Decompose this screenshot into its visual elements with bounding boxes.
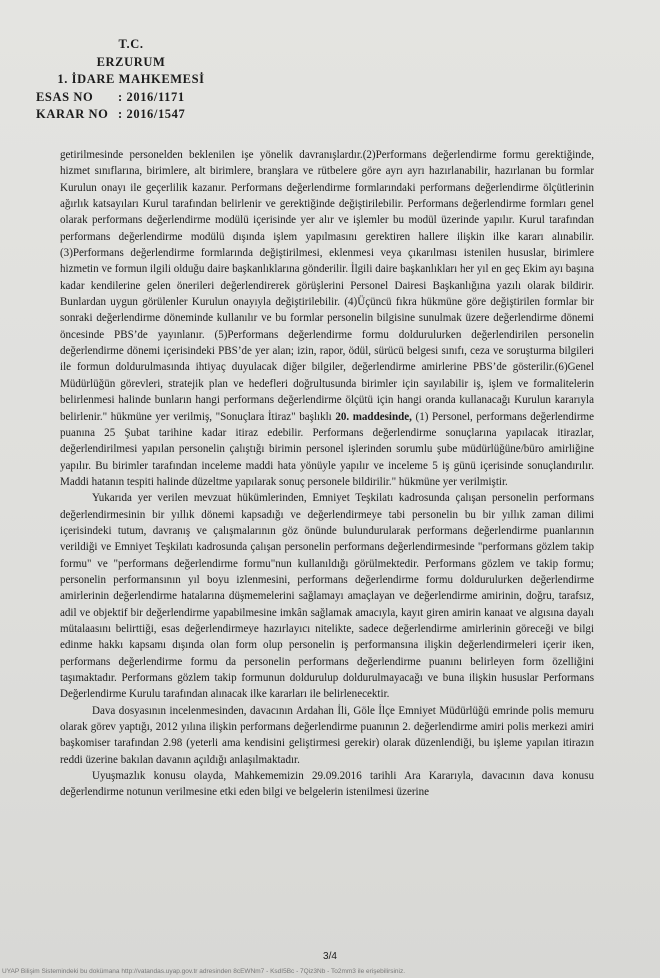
karar-value: : 2016/1547	[118, 107, 186, 121]
esas-value: : 2016/1171	[118, 89, 185, 104]
karar-row	[36, 106, 226, 124]
paragraph-regulation-part1: getirilmesinde personelden beklenilen işe yönelik davranışlardır.(2)Performans değerlendirme formu gerektiğinde, hizmet sınıflarına, birimlere, alt birimlere, branşlara ve rütbelere göre ayrı ayrı hazırlanabilir, hazırlanan bu formlar Kurulun onayı ile geçerlilik kazanır. Performans değerlendirme formlarındaki performans değerlendirme ölçütlerinin ağırlık katsayıları Kurul tarafından belirlenir ve gerektiğinde değiştirilebilir. Performans değerlendirme formları genel olarak performans değerlendirme modülü içerisinde yer alır ve işlemler bu modül üzerinde yapılır. Kurul tarafından performans değerlendirme modülü dışında işlem yapılmasını gerektiren hallere ilişkin ilke kararı alınabilir. (3)Performans değerlendirme formlarında değiştirilmesi, eklenmesi veya çıkarılması istenilen hususlar, birimlere hizmetin ve formun ilgili olduğu daire başkanlıklarına gönderilir. İlgili daire başkanlıkları her yıl en geç Ekim ayı başına kadar kendilerine gelen önerileri değerlendirerek görüşlerini Personel Dairesi Başkanlığına yazılı olarak bildirir. Bunlardan uygun görülenler Kurulun onayıyla değiştirilebilir. (4)Üçüncü fıkra hükmüne göre değiştirilen formlar bir sonraki değerlendirme döneminde kullanılır ve bu formlar personelin bilgisine sunulmak üzere değerlendirme dönemi öncesinde PBS’de yayınlanır. (5)Performans değerlendirme formu doldurulurken değerlendirilen personelin değerlendirme dönemi içerisindeki PBS’de yer alan; izin, rapor, ödül, sürücü belgesi sınıfı, ceza ve soruşturma bilgileri ile formun doldurulmasında ihtiyaç duyulacak diğer bilgiler, değerlendirme amirlerine PBS’de gösterilir.(6)Genel Müdürlüğün görevleri, stratejik plan ve hedefleri doğrultusunda birimler için sayılabilir iş, işlem ve formalitelerin belirlenmesi halinde bunların hangi performans değerlendirme ölçütü için hangi oranda kullanacağı Kurulun kararıyla belirlenir." hükmüne yer verilmiş, "Sonuçlara İtiraz" başlıklı	[60, 149, 594, 423]
uyap-footer: UYAP Bilişim Sistemindeki bu dokümana http://vatandas.uyap.gov.tr adresinden 8cEWNm7 - KsdI5Bc - 7Qiz3Nb - To2mm3 ile erişebilirsiniz.	[2, 968, 406, 975]
esas-label: ESAS NO	[36, 89, 94, 104]
page-number: 3/4	[323, 951, 337, 962]
karar-label: KARAR NO	[36, 107, 109, 121]
document-body	[60, 147, 594, 801]
paragraph-dispute: Uyuşmazlık konusu olayda, Mahkememizin 29.09.2016 tarihli Ara Kararıyla, davacının dava konusu değerlendirme notunun verilmesine etki eden bilgi ve belgelerin istenilmesi üzerine	[60, 770, 594, 799]
header-line-court: 1. İDARE MAHKEMESİ	[57, 72, 205, 86]
paragraph-regulation	[60, 147, 594, 490]
header-line-city: ERZURUM	[96, 54, 166, 69]
court-header	[36, 36, 226, 124]
article-20-reference: 20. maddesinde,	[335, 410, 412, 423]
header-line-tc: T.C.	[118, 37, 144, 51]
paragraph-regulation-part2: (1) Personel, performans değerlendirme puanına 25 Şubat tarihine kadar itiraz edebilir. Performans değerlendirme sonuçlarına yapılacak itirazlar, değerlendirilmesi yapılan personelin çalıştığı birimin personel işlerinden sorumlu şube müdürlüğüne/büro amirliğine yapılır. Bu birimler tarafından inceleme maddi hata yönüyle yapılır ve inceleme 5 iş günü içerisinde sonuçlandırılır. Maddi hatanın tespiti halinde düzeltme yapılarak sonuç personele bildirilir." hükmüne yer verilmiştir.	[60, 410, 595, 488]
esas-row	[36, 89, 226, 107]
paragraph-case-facts: Dava dosyasının incelenmesinden, davacının Ardahan İli, Göle İlçe Emniyet Müdürlüğü emrinde polis memuru olarak görev yaptığı, 2012 yılına ilişkin performans değerlendirme puanının 2. değerlendirme amiri polis merkezi amiri başkomiser tarafından 2.98 (yeterli ama kendisini geliştirmesi gerekir) olarak düzenlendiği, bu işleme yapılan itirazın reddi üzerine bakılan davanın açıldığı anlaşılmaktadır.	[60, 704, 594, 766]
paragraph-assessment: Yukarıda yer verilen mevzuat hükümlerinden, Emniyet Teşkilatı kadrosunda çalışan personelin performans değerlendirmesinin bir yıllık dönemi kapsadığı ve değerlendirmeye tabi personelin bu bir yıllık zaman dilimi içerisindeki tutum, davranış ve çalışmalarının göz önünde bulundurularak performans değerlendirme puanlarının verildiği ve Emniyet Teşkilatı kadrosunda çalışan personelin performans değerlendirmesinde "performans gözlem takip formu" ve "performans değerlendirme formu"nun kullanıldığı görülmektedir. Performans gözlem ve takip formu; personelin performansının yıl boyu izlenmesini, performans değerlendirme formu doldurulurken değerlendirme amirlerinin değerlendirme hatalarına düşmemelerini sağlamayı amaçlayan ve değerlendirme amirinin, doğru, tarafsız, adil ve objektif bir değerlendirme yapabilmesine imkân sağlamak amacıyla, kayıt giren amirin kanaat ve algısına dayalı mütalaasını belirttiği, esas değerlendirmeye hazırlayıcı nitelikte, sadece değerlendirme amirlerinin göreceği ve bilgi edinme hakkı kapsamı dışında olan form olup personelin iş performansına ilişkin değerlendirmeleri içerir iken, performans değerlendirme formu da personelin performans değerlendirme puanını belirleyen form özelliğini taşımaktadır. Performans gözlem takip formunun doldurulup doldurulmayacağı ve buna ilişkin hususlar Performans Değerlendirme Kurulu tarafından alınacak ilke kararları ile belirlenecektir.	[60, 492, 594, 701]
